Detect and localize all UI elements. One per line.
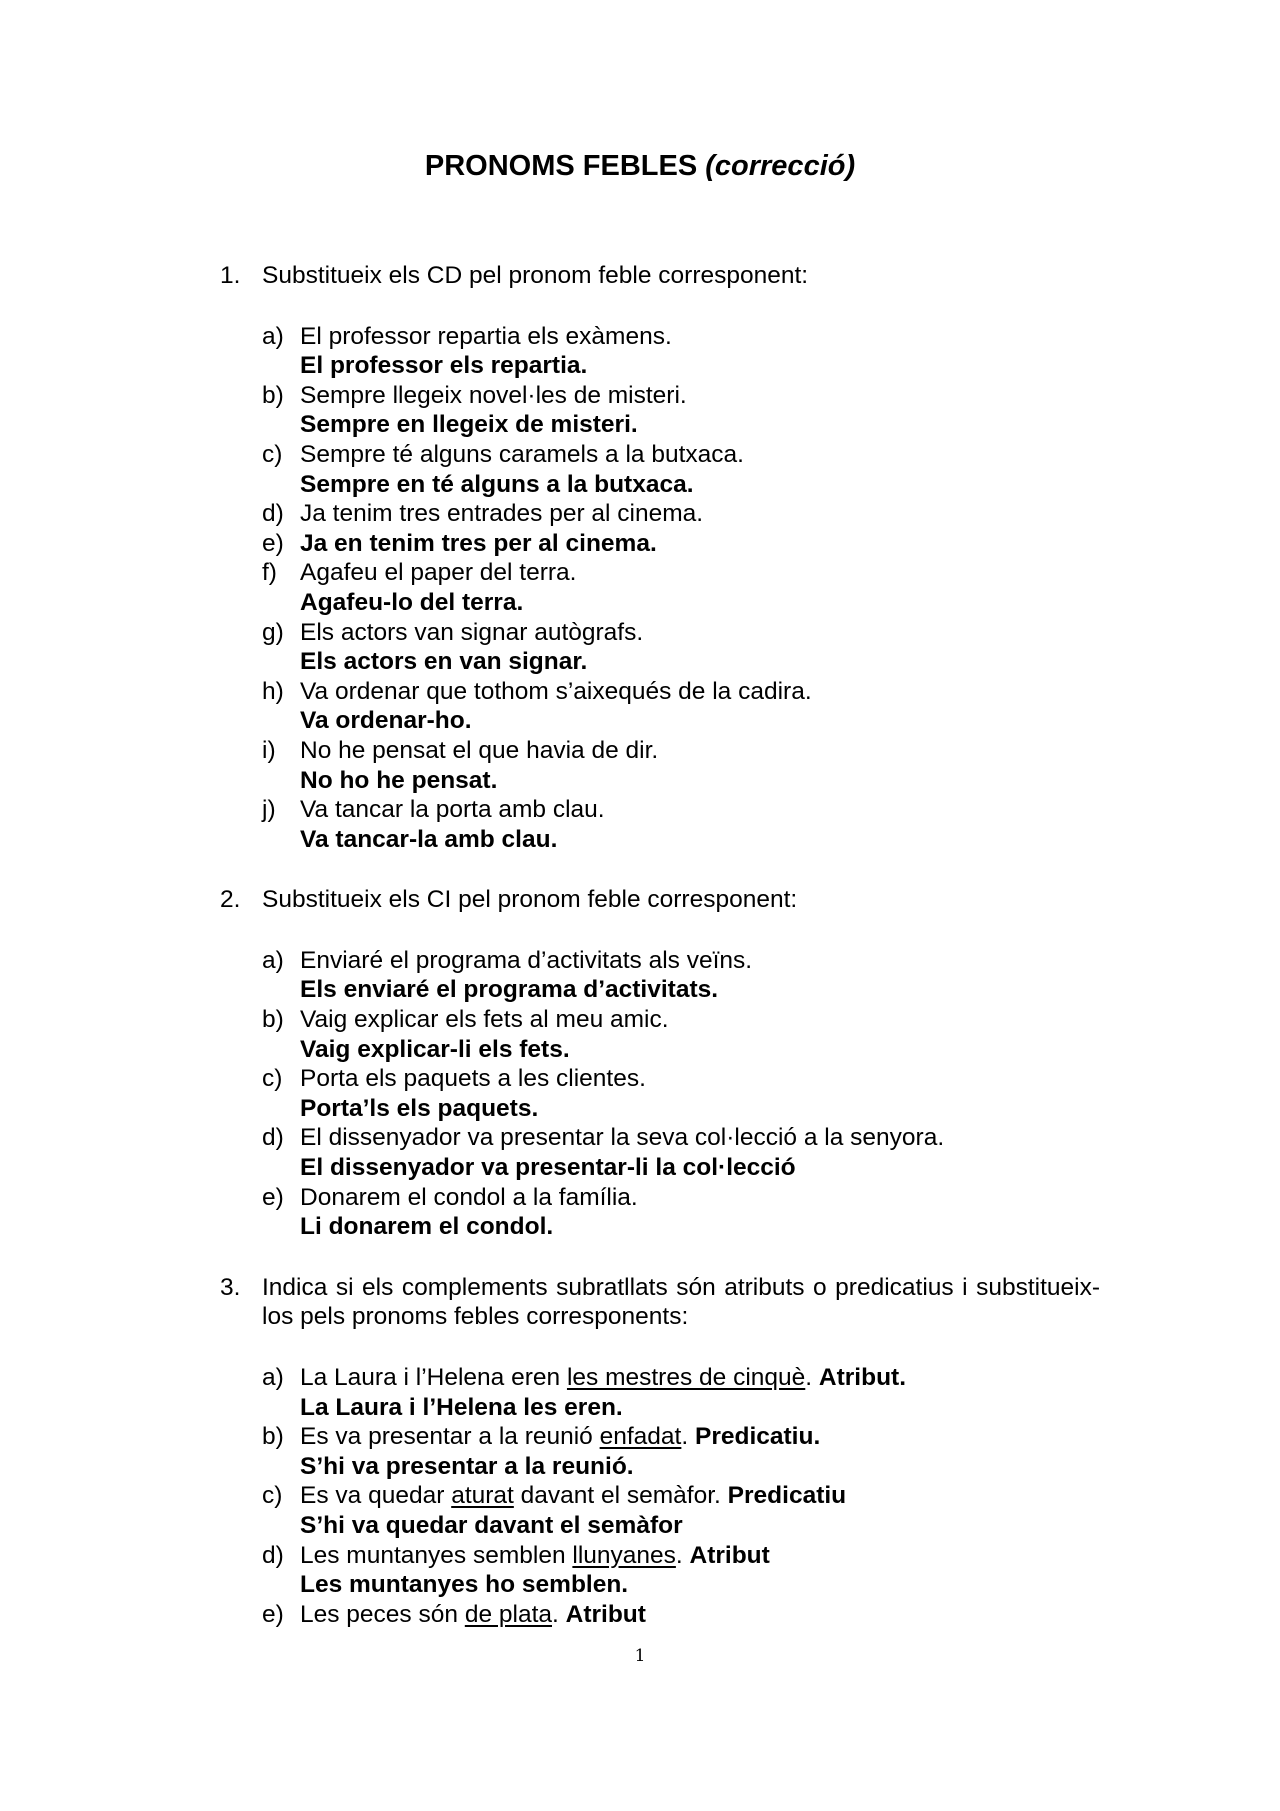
item-letter: b) <box>262 381 284 409</box>
item-sentence: Les peces són de plata. Atribut <box>300 1600 646 1628</box>
exercise-instruction: Indica si els complements subratllats són atributs o predicatius i substitueix-los pels pronoms febles corresponents: <box>262 1273 1100 1331</box>
item-answer: No ho he pensat. <box>300 766 498 794</box>
underlined-complement: aturat <box>451 1482 514 1510</box>
list-item <box>262 558 1100 617</box>
item-sentence: La Laura i l’Helena eren les mestres de cinquè. Atribut. <box>300 1364 906 1391</box>
item-letter: c) <box>262 1065 283 1093</box>
item-answer: El dissenyador va presentar-li la col·lecció <box>300 1154 796 1182</box>
item-letter: b) <box>262 1423 284 1451</box>
list-item <box>262 1183 1100 1242</box>
exercise-3 <box>220 1273 1100 1630</box>
item-sentence: No he pensat el que havia de dir. <box>300 736 659 764</box>
item-answer: Sempre en té alguns a la butxaca. <box>300 470 694 498</box>
list-item <box>262 1005 1100 1064</box>
exercise-instruction: Substitueix els CD pel pronom feble corresponent: <box>262 262 809 289</box>
list-item <box>262 795 1100 854</box>
item-sentence: Es va presentar a la reunió enfadat. Predicatiu. <box>300 1423 821 1451</box>
item-sentence: Sempre llegeix novel·les de misteri. <box>300 381 687 409</box>
item-answer: Porta’ls els paquets. <box>300 1094 539 1122</box>
list-item <box>262 1363 1100 1422</box>
exercise-2 <box>220 885 1100 1242</box>
page-title <box>0 150 1280 183</box>
item-letter: e) <box>262 1183 284 1211</box>
item-answer: S’hi va presentar a la reunió. <box>300 1452 634 1480</box>
item-letter: h) <box>262 677 284 705</box>
item-answer: El professor els repartia. <box>300 352 588 380</box>
title-sub: (correcció) <box>705 150 856 182</box>
underlined-complement: de plata <box>464 1600 552 1628</box>
list-item <box>262 322 1100 381</box>
item-letter: a) <box>262 1364 284 1391</box>
exercise-2-items <box>262 946 1100 1242</box>
item-answer: Les muntanyes ho semblen. <box>300 1571 629 1599</box>
complement-type: Predicatiu. <box>695 1423 821 1451</box>
underlined-complement: enfadat <box>599 1423 682 1451</box>
item-answer: Li donarem el condol. <box>300 1213 554 1241</box>
list-item <box>262 736 1100 795</box>
underlined-complement: les mestres de cinquè <box>566 1364 806 1391</box>
item-sentence: Sempre té alguns caramels a la butxaca. <box>300 440 744 468</box>
item-sentence: Els actors van signar autògrafs. <box>300 618 644 646</box>
exercise-1-heading <box>220 261 1100 291</box>
item-answer: Agafeu-lo del terra. <box>300 588 524 616</box>
exercise-3-items <box>262 1363 1100 1629</box>
item-sentence: Porta els paquets a les clientes. <box>300 1065 646 1093</box>
exercise-1-items <box>262 322 1100 855</box>
exercise-number: 3. <box>220 1273 241 1301</box>
exercise-1 <box>220 261 1100 854</box>
item-answer: Va ordenar-ho. <box>300 707 472 735</box>
document-body <box>220 261 1100 1629</box>
item-answer: Va tancar-la amb clau. <box>300 825 558 853</box>
item-answer: S’hi va quedar davant el semàfor <box>300 1511 683 1539</box>
complement-type: Atribut <box>689 1541 770 1569</box>
list-item <box>262 1123 1100 1182</box>
item-letter: a) <box>262 322 284 350</box>
list-item <box>262 677 1100 736</box>
title-main: PRONOMS FEBLES <box>424 150 698 182</box>
exercise-instruction: Substitueix els CI pel pronom feble corresponent: <box>262 886 798 914</box>
item-letter: e) <box>262 1600 284 1628</box>
list-item <box>262 381 1100 440</box>
item-letter: c) <box>262 440 283 468</box>
item-letter: g) <box>262 618 284 646</box>
item-letter: e) <box>262 529 284 557</box>
list-item <box>262 440 1100 499</box>
item-letter: d) <box>262 1124 284 1152</box>
list-item <box>262 1600 1100 1630</box>
exercise-2-heading <box>220 885 1100 915</box>
item-letter: b) <box>262 1006 284 1034</box>
list-item <box>262 1064 1100 1123</box>
list-item <box>262 1422 1100 1481</box>
list-item <box>262 499 1100 529</box>
item-sentence: Vaig explicar els fets al meu amic. <box>300 1006 669 1034</box>
underlined-complement: llunyanes <box>572 1541 676 1569</box>
item-sentence: Va ordenar que tothom s’aixequés de la cadira. <box>300 677 812 705</box>
complement-type: Predicatiu <box>727 1482 847 1510</box>
item-sentence: Donarem el condol a la família. <box>300 1183 638 1211</box>
item-answer: Sempre en llegeix de misteri. <box>300 411 638 439</box>
item-sentence: Les muntanyes semblen llunyanes. Atribut <box>300 1541 770 1569</box>
exercise-number: 2. <box>220 886 241 914</box>
list-item <box>262 1481 1100 1540</box>
item-answer: Els actors en van signar. <box>300 648 588 676</box>
item-sentence: Agafeu el paper del terra. <box>300 559 577 587</box>
exercise-3-heading <box>220 1273 1100 1332</box>
item-answer: Ja en tenim tres per al cinema. <box>300 529 657 557</box>
complement-type: Atribut. <box>818 1364 906 1391</box>
item-letter: d) <box>262 1541 284 1569</box>
item-sentence: Va tancar la porta amb clau. <box>300 796 605 824</box>
item-sentence: Enviaré el programa d’activitats als veïns. <box>300 946 753 974</box>
item-letter: i) <box>262 736 276 764</box>
item-sentence: Ja tenim tres entrades per al cinema. <box>300 500 704 528</box>
item-answer: Els enviaré el programa d’activitats. <box>300 976 719 1004</box>
item-letter: c) <box>262 1482 283 1510</box>
complement-type: Atribut <box>565 1600 646 1628</box>
item-answer: La Laura i l’Helena les eren. <box>300 1393 623 1421</box>
list-item <box>262 1541 1100 1600</box>
item-letter: j) <box>262 796 276 824</box>
item-answer: Vaig explicar-li els fets. <box>300 1035 570 1063</box>
list-item <box>262 529 1100 559</box>
item-letter: a) <box>262 946 284 974</box>
page-number: 1 <box>634 1646 646 1666</box>
exercise-number: 1. <box>220 262 241 289</box>
list-item <box>262 618 1100 677</box>
item-sentence: El professor repartia els exàmens. <box>300 322 672 350</box>
item-sentence: El dissenyador va presentar la seva col·lecció a la senyora. <box>300 1124 945 1152</box>
list-item <box>262 946 1100 1005</box>
item-sentence: Es va quedar aturat davant el semàfor. Predicatiu <box>300 1482 847 1510</box>
item-letter: f) <box>262 559 277 587</box>
item-letter: d) <box>262 500 284 528</box>
